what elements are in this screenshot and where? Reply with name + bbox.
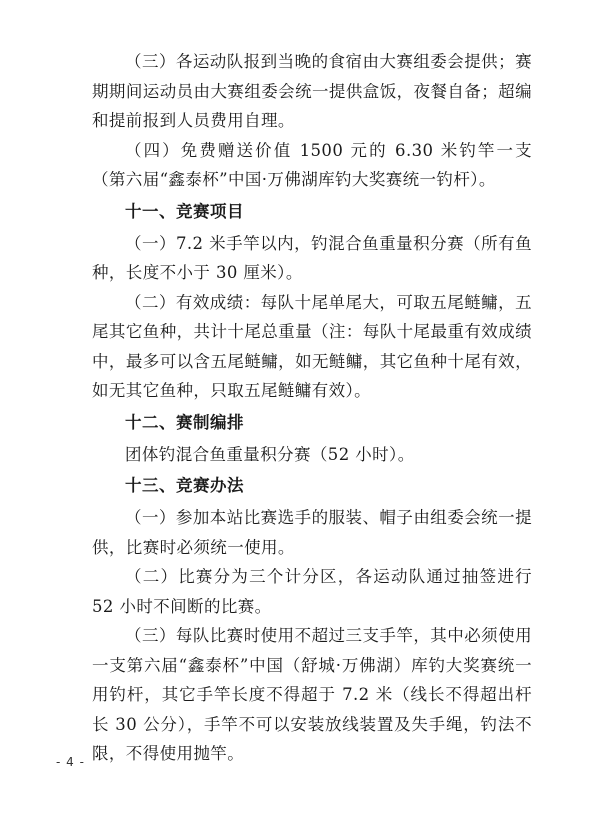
paragraph-team-format: 团体钓混合鱼重量积分赛（52 小时）。 bbox=[125, 444, 415, 464]
paragraph-valid-score: （二）有效成绩：每队十尾单尾大，可取五尾鲢鳙，五尾其它鱼种，共计十尾总重量（注：每队十尾最重有效成绩中，最多可以含五尾鲢鳙，如无鲢鳙，其它鱼种十尾有效，如无其它鱼种，只取五尾鲢鳙有效）。 bbox=[92, 292, 532, 400]
paragraph-rod-rules: （三）每队比赛时使用不超过三支手竿，其中必须使用一支第六届“鑫泰杯”中国（舒城·万佛湖）库钓大奖赛统一用钓杆，其它手竿长度不得超于 7.2 米（线长不得超出杆长 30 公分），手竿不可以安装放线装置及失手绳，钓法不限，不得使用抛竿。 bbox=[92, 626, 532, 763]
paragraph-free-rod: （四）免费赠送价值 1500 元的 6.30 米钓竿一支（第六届“鑫泰杯”中国·万佛湖库钓大奖赛统一钓杆）。 bbox=[92, 140, 532, 189]
paragraph-zones: （二）比赛分为三个计分区，各运动队通过抽签进行 52 小时不间断的比赛。 bbox=[92, 567, 532, 616]
section-heading-competition-items: 十一、竞赛项目 bbox=[125, 201, 244, 221]
paragraph-uniform: （一）参加本站比赛选手的服装、帽子由组委会统一提供，比赛时必须统一使用。 bbox=[92, 508, 532, 557]
section-heading-rules: 十三、竞赛办法 bbox=[125, 476, 244, 495]
section-heading-format: 十二、赛制编排 bbox=[125, 412, 244, 432]
document-body bbox=[92, 47, 532, 769]
page-number: - 4 - bbox=[56, 755, 85, 769]
paragraph-accommodation: （三）各运动队报到当晚的食宿由大赛组委会提供；赛期期间运动员由大赛组委会统一提供盒饭，夜餐自备；超编和提前报到人员费用自理。 bbox=[92, 52, 532, 130]
paragraph-item-one: （一）7.2 米手竿以内，钓混合鱼重量积分赛（所有鱼种，长度不小于 30 厘米）。 bbox=[92, 233, 532, 282]
